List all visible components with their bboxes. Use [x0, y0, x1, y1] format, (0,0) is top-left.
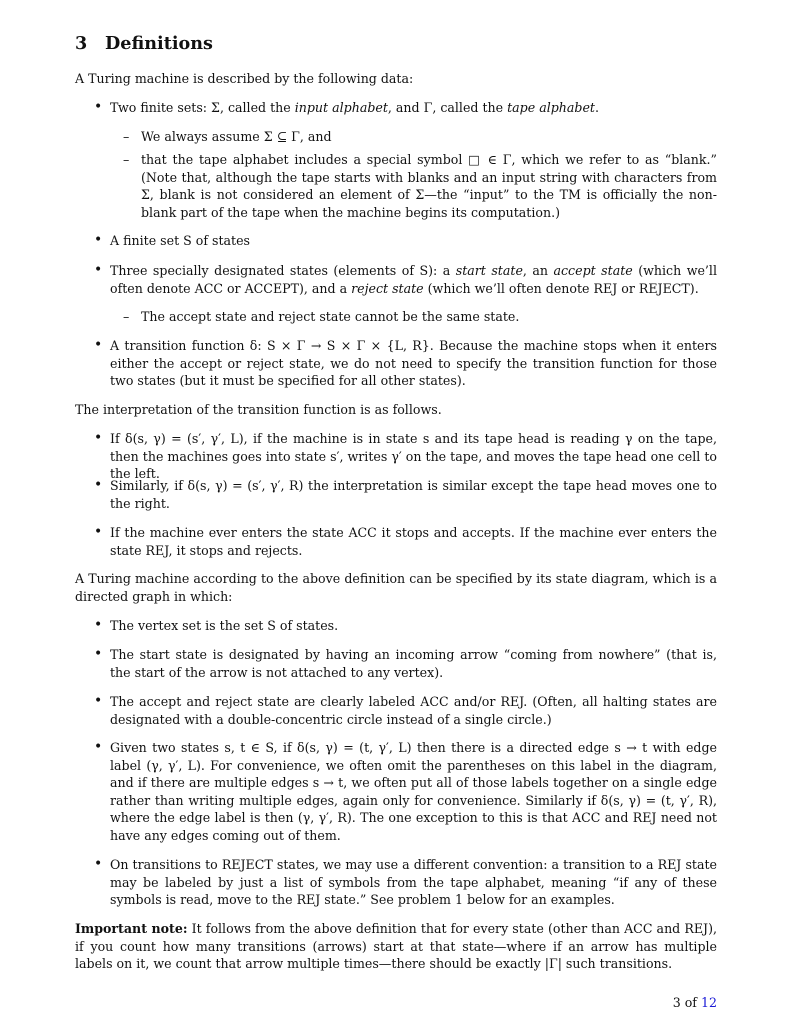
list-item-special-states: • Three specially designated states (elements of S): a start state, an accept state (which we’ll often denote ACC or ACCEPT), and a reject state (which we’ll often denote REJ or REJECT).: [110, 262, 717, 297]
list-item-transition-function: • A transition function δ: S × Γ → S × Γ × {L, R}. Because the machine stops when it enters either the accept or reject state, we do not need to specify the transition function for those two states (but it must be specified for all other states).: [110, 337, 717, 390]
diagram-item-start: • The start state is designated by having an incoming arrow “coming from nowhere” (that is, the start of the arrow is not attached to any vertex).: [110, 646, 717, 681]
total-pages-link[interactable]: 12: [700, 995, 717, 1010]
diagram-item-vertices: • The vertex set is the set S of states.: [110, 617, 717, 635]
section-title: Definitions: [105, 33, 213, 54]
interp-item-left: • If δ(s, γ) = (s′, γ′, L), if the machine is in state s and its tape head is reading γ on the tape, then the machines goes into state s′, writes γ′ on the tape, and moves the tape head one cell to the left.: [110, 430, 717, 483]
sub-item-blank: – that the tape alphabet includes a special symbol □ ∈ Γ, which we refer to as “blank.” (Note that, although the tape starts with blanks and an input string with characters from Σ, blank is not considered an element of Σ—the “input” to the TM is officially the non-blank part of the tape when the machine begins its computation.): [141, 151, 717, 221]
diagram-item-accept-reject: • The accept and reject state are clearly labeled ACC and/or REJ. (Often, all halting states are designated with a double-concentric circle instead of a single circle.): [110, 693, 717, 728]
diagram-item-edges: • Given two states s, t ∈ S, if δ(s, γ) = (t, γ′, L) then there is a directed edge s → t with edge label (γ, γ′, L). For convenience, we often omit the parentheses on this label in the diagram, and if there are multiple edges s → t, we often put all of those labels together on a single edge rather than writing multiple edges, again only for convenience. Similarly if δ(s, γ) = (t, γ′, R), where the edge label is then (γ, γ′, R). The one exception to this is that ACC and REJ need not have any edges coming out of them.: [110, 739, 717, 844]
section-number: 3: [75, 33, 88, 54]
interp-item-right: • Similarly, if δ(s, γ) = (s′, γ′, R) the interpretation is similar except the tape head moves one to the right.: [110, 477, 717, 512]
note-text: It follows from the above definition that for every state (other than ACC and REJ), if you count how many transitions (arrows) start at that state—where if an arrow has multiple labels on it, we count that arrow multiple times—there should be exactly |Γ| such transitions.: [75, 921, 717, 971]
diagram-intro: A Turing machine according to the above definition can be specified by its state diagram, which is a directed graph in which:: [75, 571, 717, 604]
list-item-alphabets: • Two finite sets: Σ, called the input alphabet, and Γ, called the tape alphabet.: [110, 99, 717, 117]
sub-item-distinct: – The accept state and reject state cannot be the same state.: [141, 308, 717, 326]
page-number: 3 of 12: [672, 995, 717, 1010]
interpretation-intro: The interpretation of the transition function is as follows.: [75, 402, 442, 417]
sub-item-subset: – We always assume Σ ⊆ Γ, and: [141, 128, 717, 146]
section-heading: [75, 33, 213, 55]
important-note: [75, 920, 717, 973]
intro-paragraph: A Turing machine is described by the following data:: [75, 71, 414, 86]
diagram-item-reject-convention: • On transitions to REJECT states, we may use a different convention: a transition to a REJ state may be labeled by just a list of symbols from the tape alphabet, meaning “if any of these symbols is read, move to the REJ state.” See problem 1 below for an examples.: [110, 856, 717, 909]
interp-item-halting: • If the machine ever enters the state ACC it stops and accepts. If the machine ever enters the state REJ, it stops and rejects.: [110, 524, 717, 559]
list-item-states: • A finite set S of states: [110, 232, 717, 250]
note-label: Important note:: [75, 921, 188, 936]
